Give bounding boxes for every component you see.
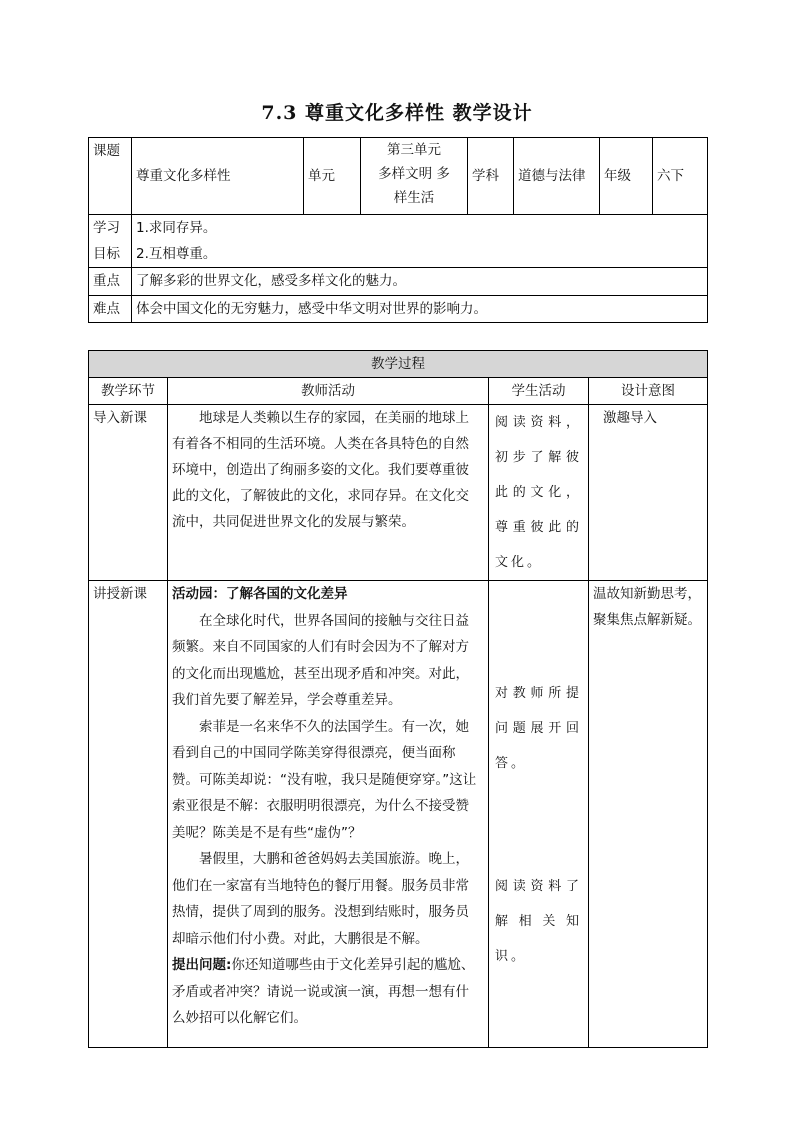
grade-value: 六下 [653,138,708,215]
lesson-info-table [88,137,708,323]
objectives-list: 1.求同存异。 2.互相尊重。 [132,215,708,268]
intro-teacher-activity: 地球是人类赖以生存的家园，在美丽的地球上有着各不相同的生活环境。人类在各具特色的自然环境中，创造出了绚丽多姿的文化。我们要尊重彼此的文化，了解彼此的文化，求同存异。在文化交流中，共同促进世界文化的发展与繁荣。 [168,405,489,581]
col-header-intent: 设计意图 [589,378,708,405]
unit-value: 第三单元 多样文明 多 样生活 [361,138,468,215]
lesson-intent: 温故知新勤思考，聚集焦点解新疑。 [589,581,708,1048]
lesson-stage: 讲授新课 [89,581,168,1048]
question-text: 你还知道哪些由于文化差异引起的尴尬、矛盾或者冲突？请说一说或演一演，再想一想有什么妙招可以化解它们。 [172,957,475,1026]
subject-label: 学科 [468,138,514,215]
page-title: 7.3 尊重文化多样性 教学设计 [261,102,533,124]
intro-stage: 导入新课 [89,405,168,581]
difficult-point-value: 体会中国文化的无穷魅力，感受中华文明对世界的影响力。 [132,296,708,323]
col-header-teacher: 教师活动 [168,378,489,405]
lesson-question [172,952,482,1032]
process-title: 教学过程 [89,351,708,378]
difficult-point-label: 难点 [89,296,132,323]
unit-label: 单元 [304,138,361,215]
student-activity-read: 阅读资料了解相关知识。 [495,879,582,964]
lesson-paragraph-2: 索菲是一名来华不久的法国学生。有一次，她看到自己的中国同学陈美穿得很漂亮，便当面称赞。可陈美却说：“没有啦，我只是随便穿穿。”这让索亚很是不解：衣服明明很漂亮，为什么不接受赞美呢？陈美是不是有些“虚伪”？ [172,718,477,841]
lesson-paragraph-1: 在全球化时代，世界各国间的接触与交往日益频繁。来自不同国家的人们有时会因为不了解对方的文化而出现尴尬，甚至出现矛盾和冲突。对此，我们首先要了解差异，学会尊重差异。 [172,612,469,708]
student-activity-answer: 对教师所提问题展开回答。 [495,686,582,771]
key-point-value: 了解多彩的世界文化，感受多样文化的魅力。 [132,268,708,296]
grade-label: 年级 [600,138,653,215]
lesson-student-activity [489,581,589,1048]
col-header-stage: 教学环节 [89,378,168,405]
objectives-label: 学习 目标 [89,215,132,268]
course-value: 尊重文化多样性 [132,138,304,215]
teaching-process-table [88,350,708,1048]
intro-intent: 激趣导入 [589,405,708,581]
intro-student-activity: 阅读资料，初步了解彼此的文化，尊重彼此的文化。 [489,405,589,581]
lesson-paragraph-3: 暑假里，大鹏和爸爸妈妈去美国旅游。晚上，他们在一家富有当地特色的餐厅用餐。服务员非常热情，提供了周到的服务。没想到结账时，服务员却暗示他们付小费。对此，大鹏很是不解。 [172,851,469,947]
question-label: 提出问题: [172,957,232,973]
key-point-label: 重点 [89,268,132,296]
lesson-teacher-activity [168,581,489,1048]
course-label: 课题 [89,138,132,215]
subject-value: 道德与法律 [514,138,600,215]
col-header-student: 学生活动 [489,378,589,405]
activity-title: 活动园：了解各国的文化差异 [172,586,348,602]
